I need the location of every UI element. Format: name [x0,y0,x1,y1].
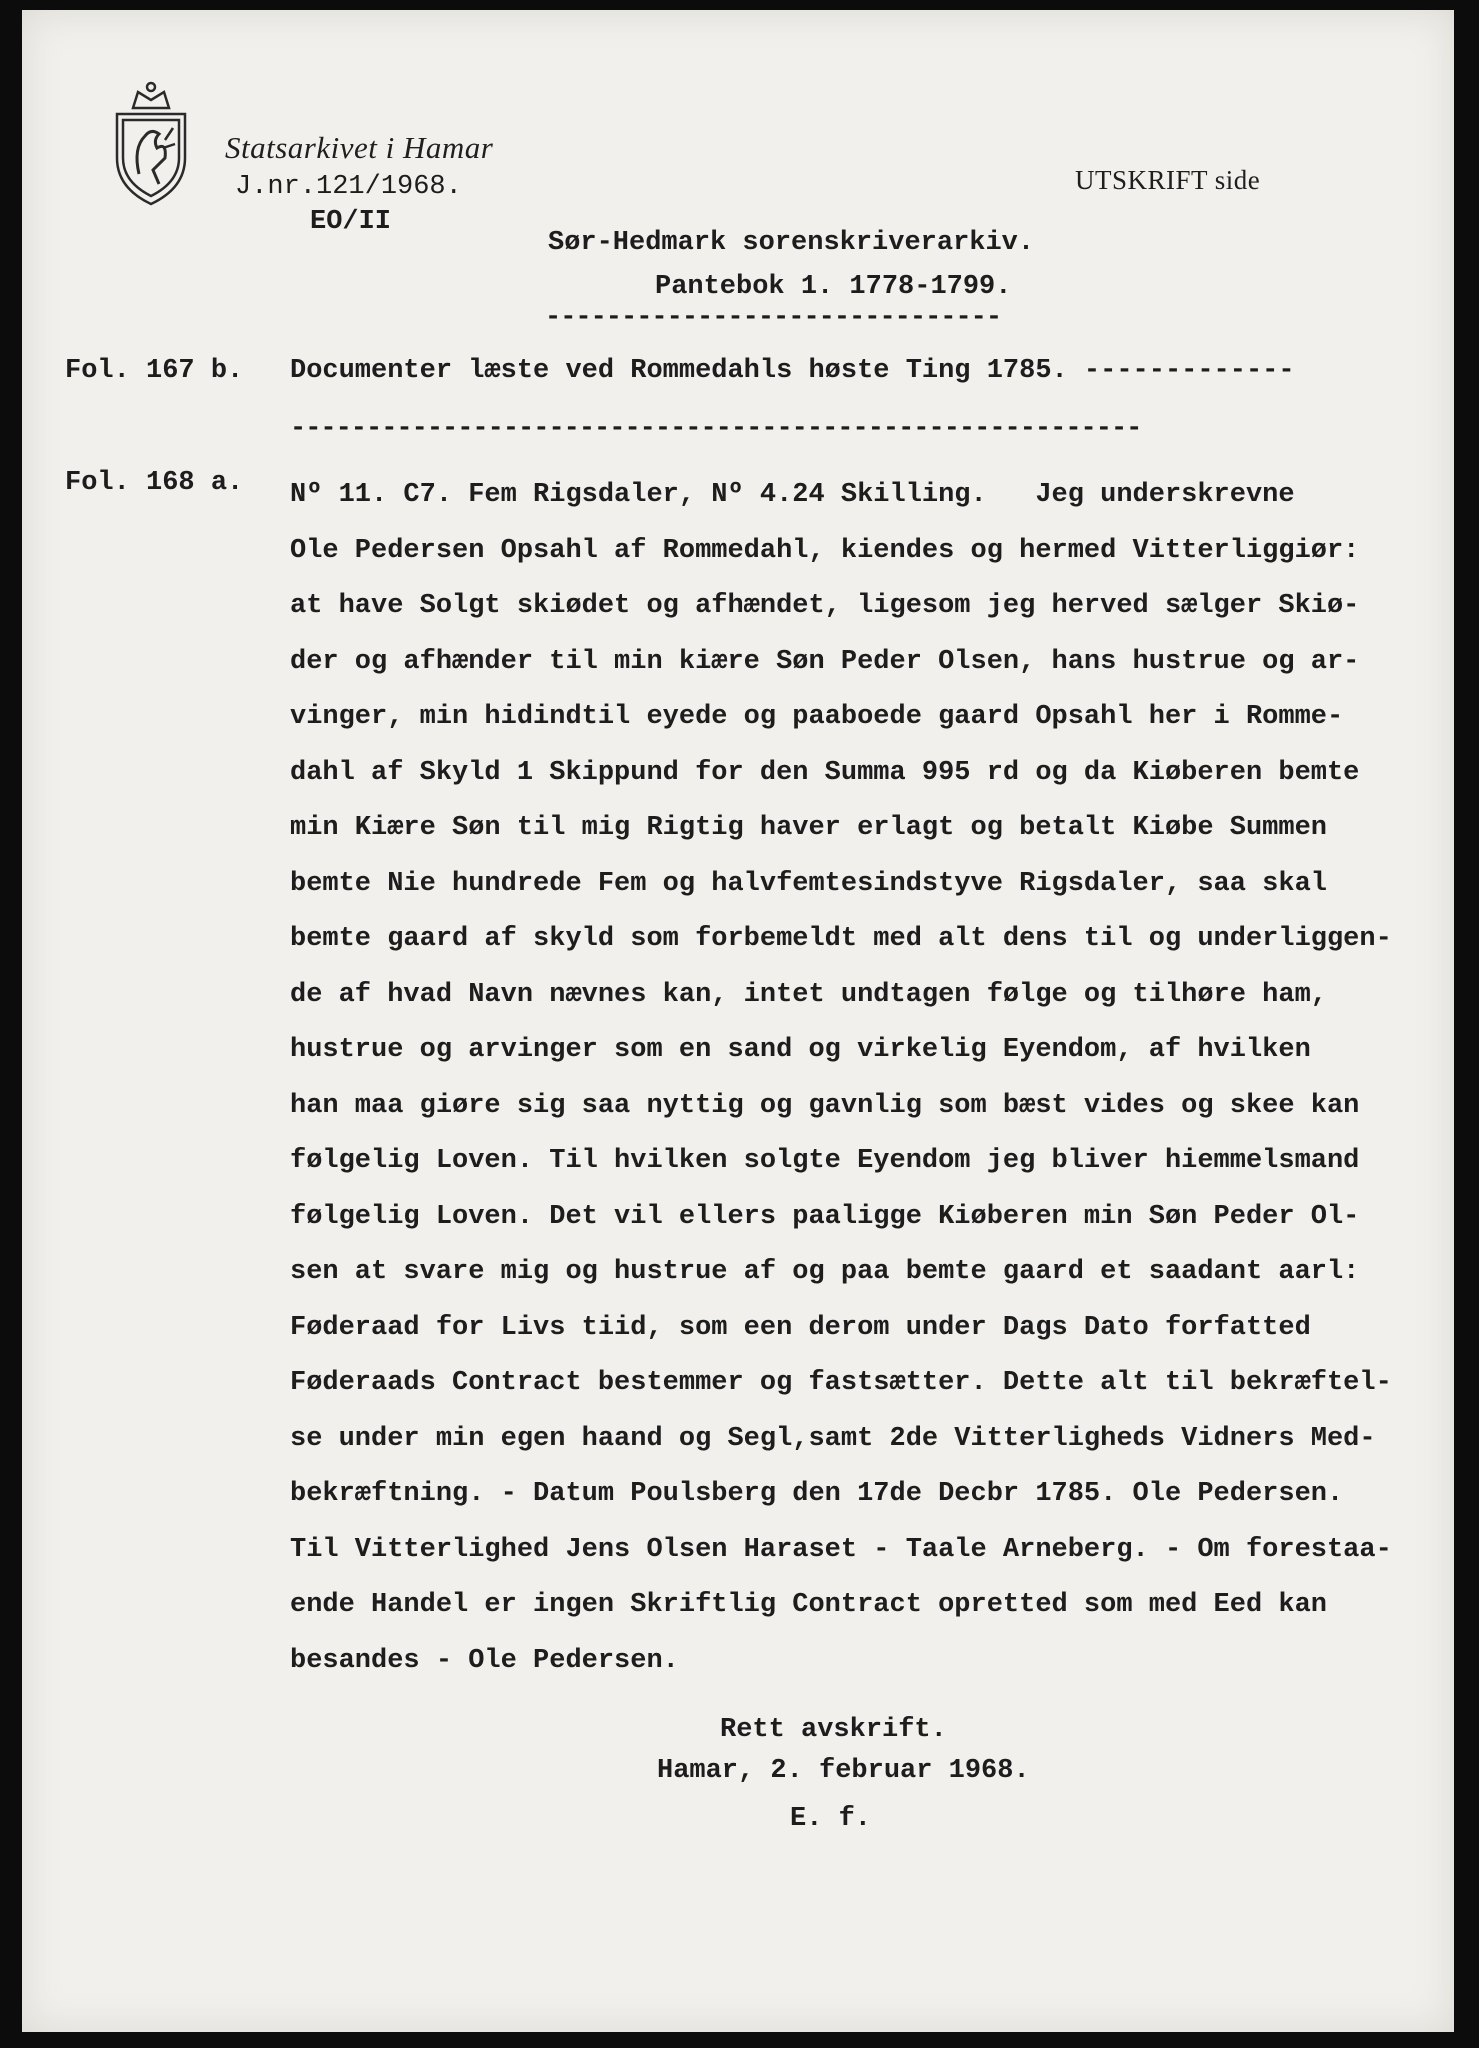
case-reference: EO/II [310,207,392,237]
text-line: de af hvad Navn nævnes kan, intet undtagen følge og tilhøre ham, [290,979,1327,1010]
text-line: Ole Pedersen Opsahl af Rommedahl, kiendes og hermed Vitterliggiør: [290,535,1360,566]
journal-number: J.nr.121/1968. [235,172,462,202]
text-line: sen at svare mig og hustrue af og paa bemte gaard et saadant aarl: [290,1257,1360,1287]
page-label: UTSKRIFT side [1075,165,1261,195]
coat-of-arms-icon [103,78,199,208]
text-line: vinger, min hidindtil eyede og paaboede gaard Opsahl her i Romme- [290,702,1344,732]
title-rule: ------------------------------ [545,303,1002,333]
text-line: bekræftning. - Datum Poulsberg den 17de Decbr 1785. Ole Pedersen. [290,1479,1344,1509]
certification-line: Rett avskrift. [720,1715,947,1745]
text-line: bemte gaard af skyld som forbemeldt med alt dens til og underliggen- [290,924,1392,954]
text-line: besandes - Ole Pedersen. [290,1645,679,1676]
archive-name: Statsarkivet i Hamar [225,130,494,165]
folio-167b-text: Documenter læste ved Rommedahls høste Ting 1785. ------------- [290,356,1295,386]
text-line: der og afhænder til min kiære Søn Peder Olsen, hans hustrue og ar- [290,646,1360,677]
text-line: følgelig Loven. Til hvilken solgte Eyendom jeg bliver hiemmelsmand [290,1146,1360,1176]
text-line: Nº 11. C7. Fem Rigsdaler, Nº 4.24 Skilling. Jeg underskrevne [290,480,1295,510]
folio-label-168a: Fol. 168 a. [65,468,244,498]
text-line: Til Vitterlighed Jens Olsen Haraset - Taale Arneberg. - Om forestaa- [290,1534,1392,1565]
text-line: følgelig Loven. Det vil ellers paaligge Kiøberen min Søn Peder Ol- [290,1201,1360,1232]
section-divider: -------------------------------------------------------- [290,414,1142,444]
place-date-line: Hamar, 2. februar 1968. [657,1756,1030,1786]
text-line: ende Handel er ingen Skriftlig Contract opretted som med Eed kan [290,1590,1327,1620]
text-line: at have Solgt skiødet og afhændet, ligesom jeg herved sælger Skiø- [290,591,1360,621]
folio-label-167b: Fol. 167 b. [65,356,244,386]
text-line: bemte Nie hundrede Fem og halvfemtesindstyve Rigsdaler, saa skal [290,868,1327,899]
text-line: se under min egen haand og Segl,samt 2de Vitterligheds Vidners Med- [290,1423,1376,1454]
text-line: han maa giøre sig saa nyttig og gavnlig som bæst vides og skee kan [290,1090,1360,1121]
transcription-body [290,468,1392,1689]
signature-initials: E. f. [790,1804,872,1834]
text-line: hustrue og arvinger som en sand og virkelig Eyendom, af hvilken [290,1035,1311,1065]
text-line: Føderaads Contract bestemmer og fastsætter. Dette alt til bekræftel- [290,1368,1392,1398]
text-line: Føderaad for Livs tiid, som een derom under Dags Dato forfatted [290,1312,1311,1343]
archive-title: Sør-Hedmark sorenskriverarkiv. [548,228,1035,258]
text-line: dahl af Skyld 1 Skippund for den Summa 995 rd og da Kiøberen bemte [290,757,1360,788]
volume-title: Pantebok 1. 1778-1799. [655,272,1012,302]
text-line: min Kiære Søn til mig Rigtig haver erlagt og betalt Kiøbe Summen [290,813,1327,843]
